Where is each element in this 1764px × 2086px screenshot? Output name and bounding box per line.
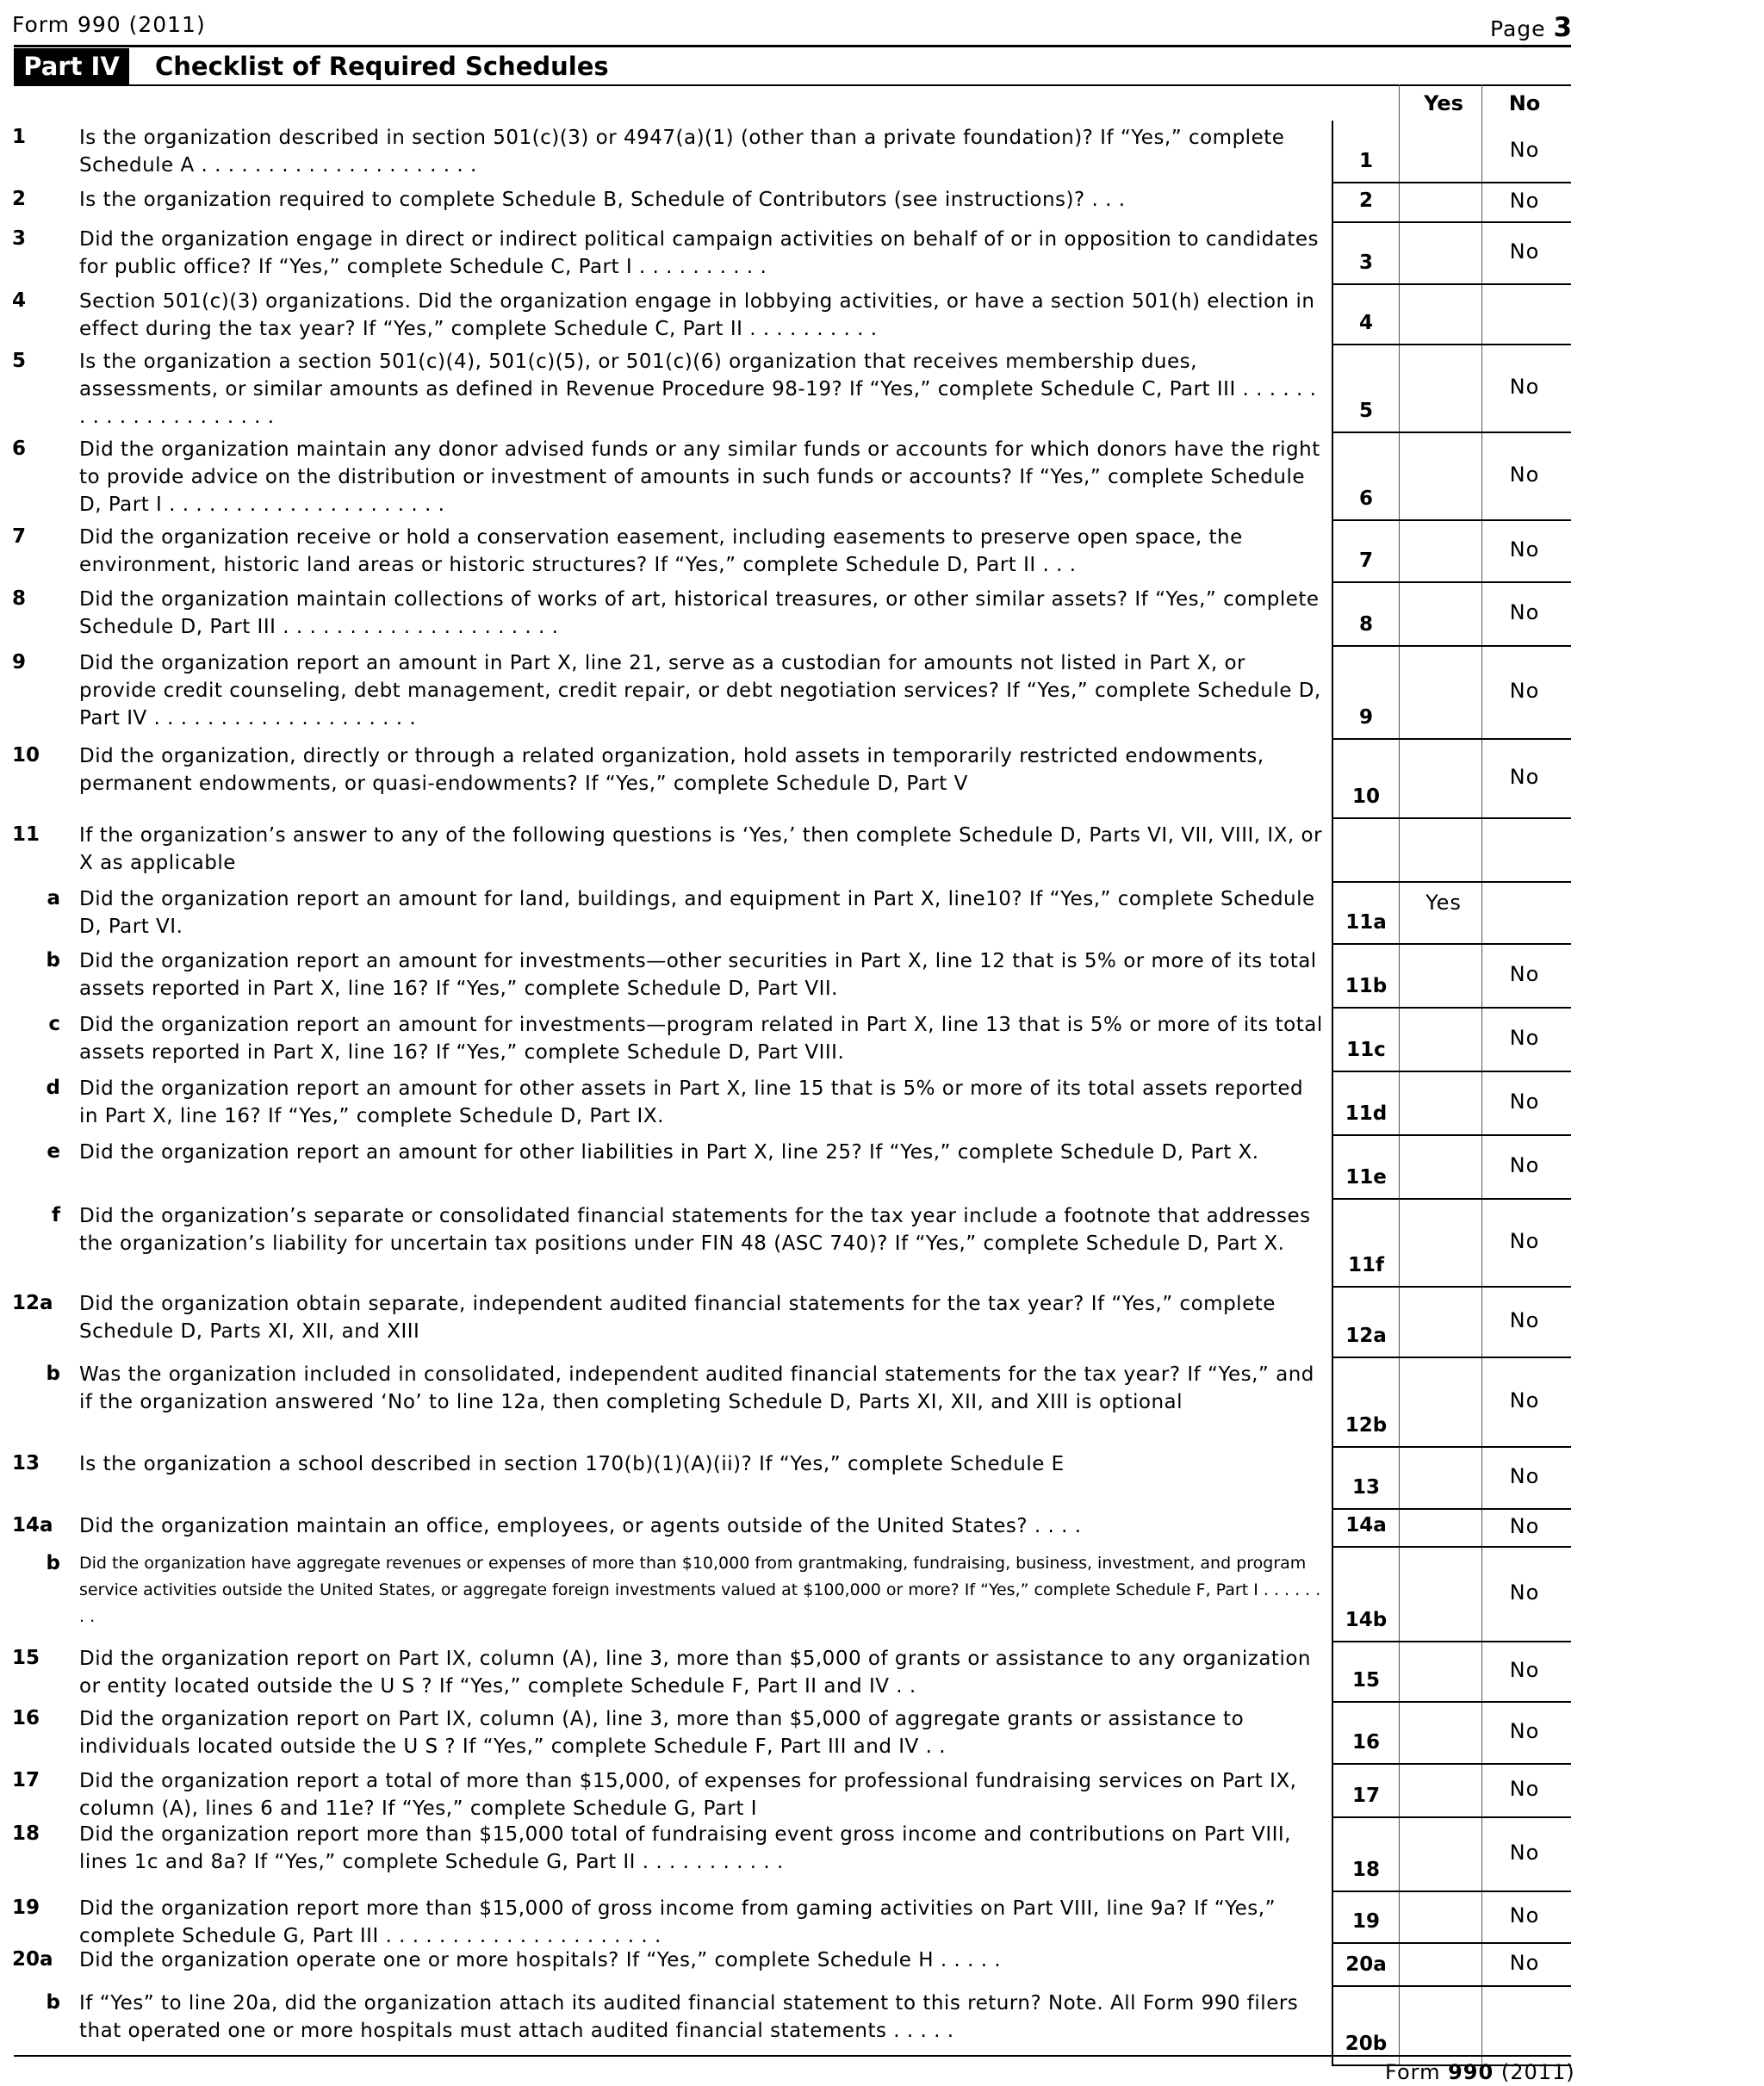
question-number: 6 [12,438,27,460]
question-number: 3 [12,227,27,250]
question-row [0,1135,1540,1199]
part-label: Part IV [14,48,129,84]
question-row [0,1817,1540,1891]
line-reference: 3 [1358,251,1373,274]
row-separator [1332,1763,1571,1765]
page-label: Page [1490,16,1546,41]
row-separator [1332,881,1571,883]
question-number: 11 [12,823,40,846]
line-reference: 13 [1351,1476,1380,1499]
question-number: 4 [12,289,27,312]
line-reference: 11f [1347,1254,1384,1276]
question-row [0,1071,1540,1135]
row-separator [1332,1546,1571,1548]
no-answer-cell: No [1509,138,1540,162]
question-text: If “Yes” to line 20a, did the organization attach its audited financial statement to this return? Note. All Form 990 filers that operated one or more hospitals must attach audited financial statements . . . . . [79,1992,1299,2042]
question-number: b [46,1552,60,1574]
question-number: 16 [12,1707,40,1729]
question-text: Did the organization report more than $15,000 total of fundraising event gross income and contributions on Part VIII, lines 1c and 8a? If “Yes,” complete Schedule G, Part II . . . . . . . . . . . [79,1823,1291,1873]
col-divider-yes [1399,84,1400,2065]
question-text: Did the organization report an amount for land, buildings, and equipment in Part X, line10? If “Yes,” complete Schedule D, Part VI. [79,888,1315,938]
question-row [0,1943,1540,1986]
row-separator [1332,1071,1571,1072]
question-number: 8 [12,587,27,610]
line-reference: 5 [1358,400,1373,422]
question-text: Did the organization report on Part IX, column (A), line 3, more than $5,000 of aggregate grants or assistance to individuals located outside the U S ? If “Yes,” complete Schedule F, Part III and IV . . [79,1708,1245,1758]
row-separator [1332,1641,1571,1642]
no-answer-cell: No [1509,375,1540,399]
question-text: Did the organization report more than $15,000 of gross income from gaming activities on Part VIII, line 9a? If “Yes,” complete Schedule G, Part III . . . . . . . . . . . . . . . . . . . . . [79,1897,1276,1947]
row-separator [1332,817,1571,819]
question-text: Did the organization report a total of more than $15,000, of expenses for professional fundraising services on Part IX, column (A), lines 6 and 11e? If “Yes,” complete Schedule G, Part I [79,1770,1297,1820]
row-separator [1332,943,1571,945]
question-text: Did the organization maintain any donor advised funds or any similar funds or accounts for which donors have the right to provide advice on the distribution or investment of amounts in such funds or accounts? If “Yes,” complete Schedule D, Part I . . . . . . . . . . . . . . . . . . . . . [79,438,1320,516]
line-reference: 12b [1345,1414,1388,1437]
yes-column-header: Yes [1424,91,1463,115]
form-header-id: Form 990 (2011) [12,12,206,37]
question-row [0,1764,1540,1820]
line-reference: 15 [1351,1669,1380,1692]
question-text: Is the organization described in section 501(c)(3) or 4947(a)(1) (other than a private foundation)? If “Yes,” complete Schedule A . . . . . . . . . . . . . . . . . . . . . [79,127,1285,177]
no-answer-cell: No [1509,1903,1540,1928]
question-number: a [47,887,60,910]
footer-form-number: 990 [1448,2060,1494,2084]
row-separator [1332,182,1571,183]
question-number: 9 [12,651,27,674]
no-answer-cell: No [1509,1026,1540,1050]
question-number: b [46,949,60,972]
question-text: Did the organization receive or hold a conservation easement, including easements to preserve open space, the environment, historic land areas or historic structures? If “Yes,” complete Schedule D, Part II . . . [79,526,1243,576]
question-row [0,432,1540,520]
question-number: 2 [12,188,27,210]
row-separator [1332,645,1571,647]
question-text: Is the organization required to complete Schedule B, Schedule of Contributors (see instructions)? . . . [79,189,1126,211]
row-separator [1332,1286,1571,1288]
no-answer-cell: No [1509,463,1540,487]
question-text: Section 501(c)(3) organizations. Did the organization engage in lobbying activities, or have a section 501(h) election in effect during the tax year? If “Yes,” complete Schedule C, Part II . . . . . . . . . . [79,290,1315,340]
row-separator [1332,1890,1571,1892]
question-row [0,1547,1540,1642]
line-reference: 20b [1345,2033,1388,2055]
question-number: c [48,1013,60,1035]
question-number: 18 [12,1822,40,1845]
no-column-header: No [1508,91,1541,115]
question-text: Did the organization report an amount for other liabilities in Part X, line 25? If “Yes,” complete Schedule D, Part X. [79,1141,1259,1164]
question-text: Was the organization included in consolidated, independent audited financial statements for the tax year? If “Yes,” and if the organization answered ‘No’ to line 12a, then completing Schedule D, Parts XI, XII, and XIII is optional [79,1363,1314,1413]
row-separator [1332,519,1571,521]
question-row [0,646,1540,739]
no-answer-cell: No [1509,189,1540,213]
no-answer-cell: No [1509,1951,1540,1975]
line-reference: 9 [1358,706,1373,729]
line-reference: 2 [1358,189,1373,212]
line-reference: 4 [1358,312,1373,334]
question-row [0,345,1540,432]
question-row [0,1447,1540,1509]
question-text: Did the organization, directly or through a related organization, hold assets in temporarily restricted endowments, permanent endowments, or quasi-endowments? If “Yes,” complete Schedule D, Part V [79,745,1264,795]
line-reference: 18 [1351,1859,1380,1881]
question-row [0,1199,1540,1287]
line-reference: 19 [1351,1910,1380,1933]
no-answer-cell: No [1509,1514,1540,1538]
question-number: f [51,1204,60,1226]
line-reference: 17 [1351,1785,1380,1807]
question-row [0,121,1540,183]
no-answer-cell: No [1509,962,1540,986]
row-separator [1332,1701,1571,1703]
line-reference: 1 [1358,150,1373,172]
line-reference: 14a [1345,1514,1387,1537]
question-row [0,818,1326,882]
question-number: 20a [12,1948,53,1971]
row-separator [1332,581,1571,583]
row-separator [1332,1816,1571,1818]
question-row [0,1008,1540,1071]
question-text: Is the organization a school described in section 170(b)(1)(A)(ii)? If “Yes,” complete Schedule E [79,1453,1065,1475]
no-answer-cell: No [1509,1580,1540,1605]
question-row [0,1891,1540,1947]
line-reference: 14b [1345,1609,1388,1631]
line-reference: 6 [1358,487,1373,510]
line-reference: 11b [1345,975,1388,997]
question-number: 7 [12,525,27,548]
question-row [0,183,1540,222]
row-separator [1332,1134,1571,1136]
question-row [0,582,1540,646]
question-row [0,1357,1540,1447]
question-number: 12a [12,1292,53,1314]
page-number [1490,12,1573,43]
question-text: Did the organization operate one or more hospitals? If “Yes,” complete Schedule H . . . . . [79,1949,1002,1971]
question-row [0,882,1462,944]
question-number: d [46,1077,60,1099]
question-text: Did the organization maintain collections of works of art, historical treasures, or other similar assets? If “Yes,” complete Schedule D, Part III . . . . . . . . . . . . . . . . . . . . . [79,588,1320,638]
question-row [0,1702,1540,1764]
question-number: b [46,1363,60,1385]
line-reference: 11a [1345,911,1387,934]
question-text: Did the organization’s separate or consolidated financial statements for the tax year include a footnote that addresses the organization’s liability for uncertain tax positions under FIN 48 (ASC 740)? If “Yes,” complete Schedule D, Part X. [79,1205,1311,1255]
question-row [0,284,1373,345]
row-separator [1332,1357,1571,1358]
row-separator [1332,738,1571,740]
question-number: 17 [12,1769,40,1791]
question-text: Did the organization report an amount for investments—program related in Part X, line 13 that is 5% or more of its total assets reported in Part X, line 16? If “Yes,” complete Schedule D, Part VIII. [79,1014,1323,1064]
line-reference: 11e [1345,1166,1387,1189]
row-separator [1332,221,1571,223]
footer-year: (2011) [1500,2060,1575,2084]
no-answer-cell: No [1509,1841,1540,1865]
part-title: Checklist of Required Schedules [155,52,609,81]
row-separator [1332,283,1571,285]
question-text: Did the organization maintain an office, employees, or agents outside of the United States? . . . . [79,1515,1082,1537]
no-answer-cell: No [1509,1464,1540,1488]
page-number-value: 3 [1553,12,1574,43]
question-text: Did the organization report an amount for other assets in Part X, line 15 that is 5% or more of its total assets reported in Part X, line 16? If “Yes,” complete Schedule D, Part IX. [79,1077,1304,1127]
no-answer-cell: No [1509,1090,1540,1114]
question-row [0,1986,1388,2065]
form-footer [1385,2060,1575,2084]
line-reference: 16 [1351,1731,1380,1754]
row-separator [1332,1198,1571,1200]
no-answer-cell: No [1509,1388,1540,1412]
line-reference: 12a [1345,1325,1387,1347]
question-row [0,1287,1540,1357]
row-separator [1332,1942,1571,1944]
line-reference: 11c [1346,1039,1386,1061]
no-answer-cell: No [1509,1777,1540,1801]
question-number: 15 [12,1647,40,1669]
question-text: If the organization’s answer to any of the following questions is ‘Yes,’ then complete Schedule D, Parts VI, VII, VIII, IX, or X as applicable [79,824,1323,874]
question-number: b [46,1991,60,2014]
question-row [0,944,1540,1008]
question-text: Did the organization report an amount in Part X, line 21, serve as a custodian for amounts not listed in Part X, or provide credit counseling, debt management, credit repair, or debt negotiation services? If “Yes,” complete Schedule D, Part IV . . . . . . . . . . . . . . . . . . . . [79,652,1321,729]
question-number: e [47,1140,60,1163]
row-separator [1332,1007,1571,1009]
question-row [0,1642,1540,1702]
no-answer-cell: No [1509,239,1540,264]
question-number: 14a [12,1514,53,1537]
row-separator [1332,431,1571,433]
no-answer-cell: No [1509,1658,1540,1682]
question-row [0,222,1540,284]
question-text: Did the organization obtain separate, independent audited financial statements for the tax year? If “Yes,” complete Schedule D, Parts XI, XII, and XIII [79,1293,1276,1343]
row-separator [1332,1508,1571,1510]
question-number: 19 [12,1897,40,1919]
question-number: 1 [12,126,27,148]
no-answer-cell: No [1509,1229,1540,1253]
no-answer-cell: No [1509,537,1540,562]
footer-form-label: Form [1385,2060,1441,2084]
line-reference: 11d [1345,1102,1388,1125]
line-reference: 10 [1351,785,1380,808]
part-rule [14,84,1571,86]
question-number: 5 [12,350,27,372]
question-text: Is the organization a section 501(c)(4), 501(c)(5), or 501(c)(6) organization that receives membership dues, assessments, or similar amounts as defined in Revenue Procedure 98-19? If “Yes,” complete Schedule C, Part III . . . . . . . . . . . . . . . . . . . . . [79,351,1317,428]
line-reference: 7 [1358,549,1373,572]
question-row [0,1509,1540,1547]
row-separator [1332,1985,1571,1987]
question-row [0,520,1540,582]
question-text: Did the organization engage in direct or indirect political campaign activities on behalf of or in opposition to candidates for public office? If “Yes,” complete Schedule C, Part I . . . . . . . . . . [79,228,1320,278]
no-answer-cell: No [1509,600,1540,624]
line-reference: 20a [1345,1953,1387,1976]
no-answer-cell: No [1509,1308,1540,1332]
no-answer-cell: No [1509,1153,1540,1177]
row-separator [1332,344,1571,345]
question-text: Did the organization have aggregate revenues or expenses of more than $10,000 from grantmaking, fundraising, business, investment, and program service activities outside the United States, or aggregate foreign investments valued at $100,000 or more? If “Yes,” complete Schedule F, Part I . . . . . . . . [79,1554,1321,1626]
question-text: Did the organization report on Part IX, column (A), line 3, more than $5,000 of grants or assistance to any organization or entity located outside the U S ? If “Yes,” complete Schedule F, Part II and IV . . [79,1648,1311,1698]
top-rule [14,45,1571,47]
line-reference: 8 [1358,613,1373,636]
question-row [0,739,1540,818]
row-separator [1332,1446,1571,1448]
question-text: Did the organization report an amount for investments—other securities in Part X, line 12 that is 5% or more of its total assets reported in Part X, line 16? If “Yes,” complete Schedule D, Part VII. [79,950,1317,1000]
no-answer-cell: No [1509,1719,1540,1743]
question-number: 13 [12,1452,40,1474]
bottom-rule [14,2055,1571,2057]
no-answer-cell: No [1509,765,1540,789]
yes-answer-cell: Yes [1425,891,1462,915]
question-number: 10 [12,744,40,767]
no-answer-cell: No [1509,679,1540,703]
